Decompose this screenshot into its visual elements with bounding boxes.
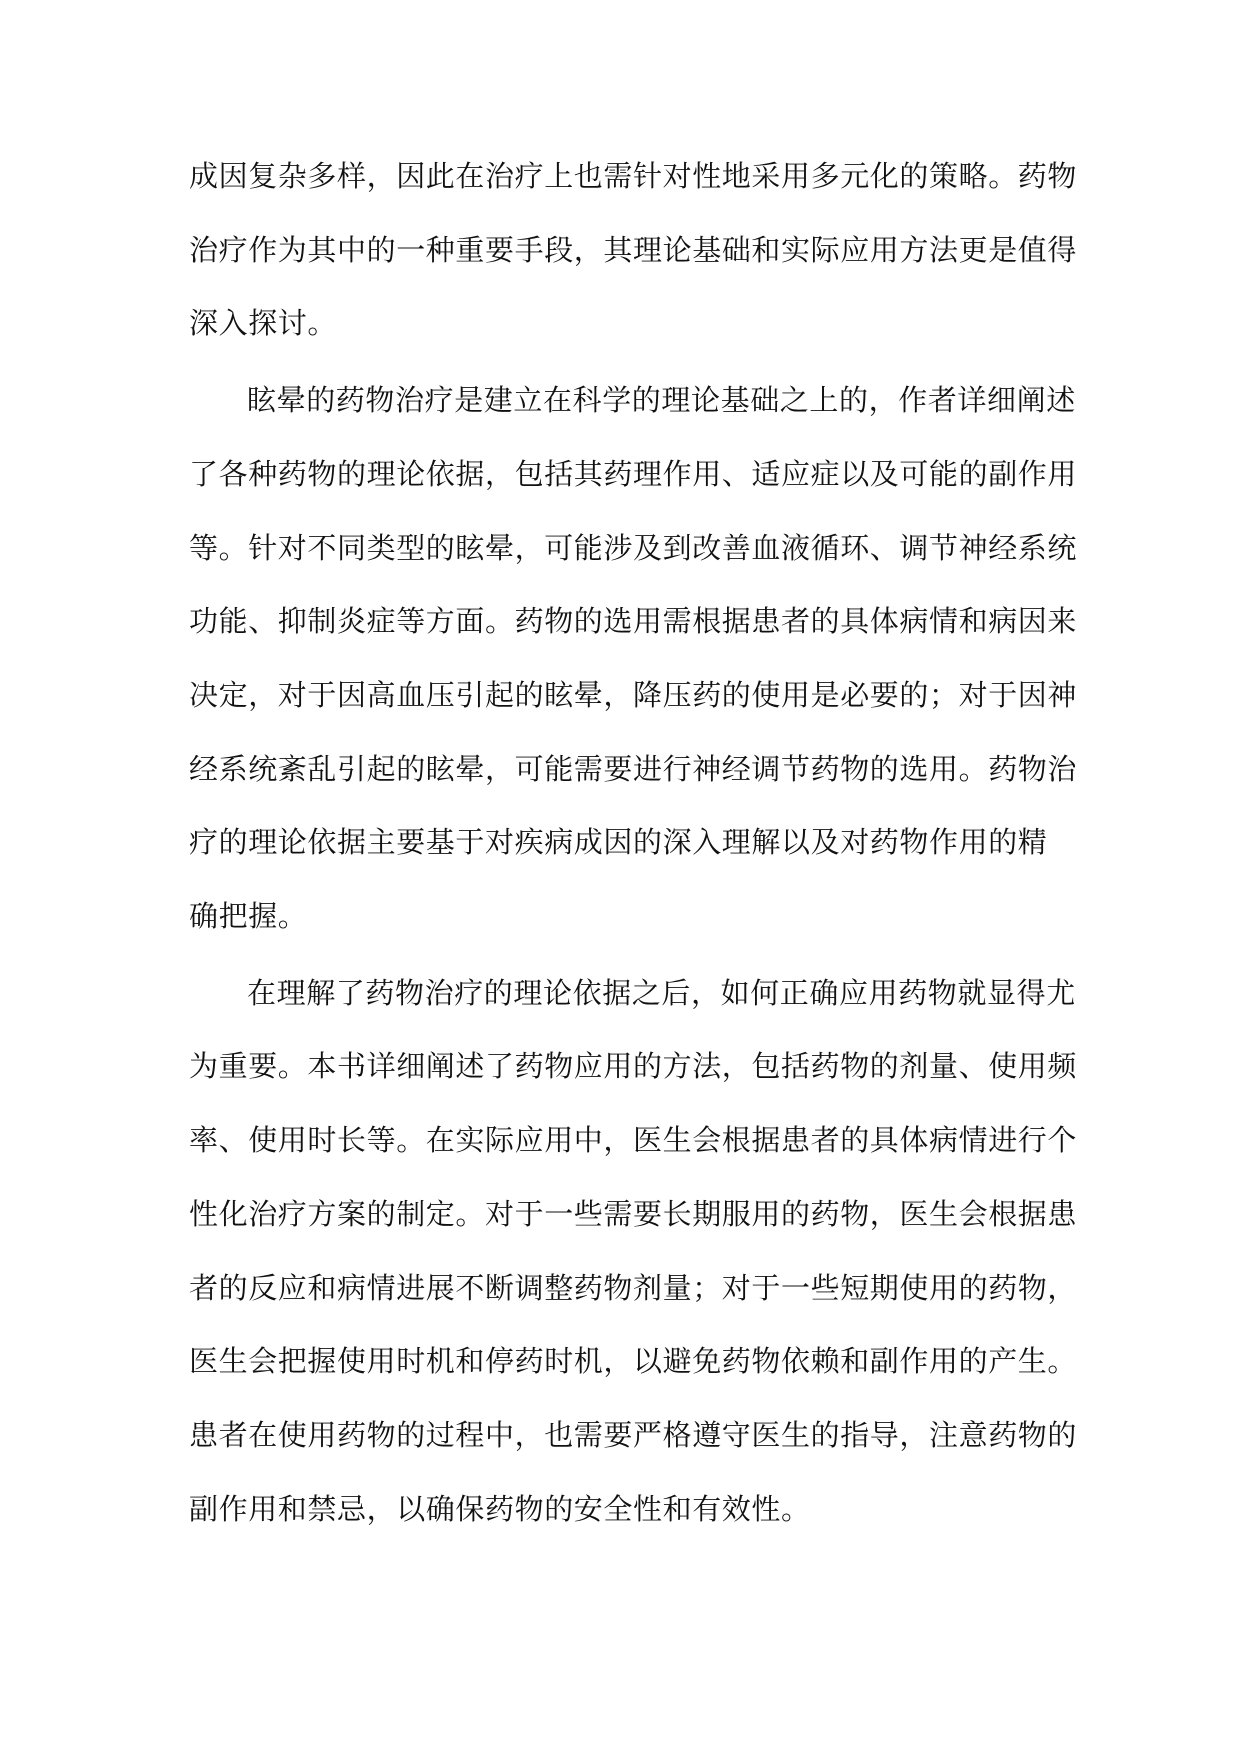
paragraph-line: 等。针对不同类型的眩晕，可能涉及到改善血液循环、调节神经系统 [189, 530, 1078, 565]
paragraph-line: 性化治疗方案的制定。对于一些需要长期服用的药物，医生会根据患 [189, 1196, 1078, 1231]
paragraph-line: 深入探讨。 [189, 306, 338, 341]
paragraph-line: 副作用和禁忌，以确保药物的安全性和有效性。 [189, 1491, 811, 1526]
paragraph-1 [189, 140, 1078, 361]
paragraph-line: 决定，对于因高血压引起的眩晕，降压药的使用是必要的；对于因神 [189, 677, 1078, 712]
paragraph-line: 医生会把握使用时机和停药时机，以避免药物依赖和副作用的产生。 [189, 1344, 1078, 1379]
paragraph-line: 在理解了药物治疗的理论依据之后，如何正确应用药物就显得尤 [247, 975, 1076, 1010]
paragraph-line: 眩晕的药物治疗是建立在科学的理论基础之上的，作者详细阐述 [247, 383, 1076, 418]
paragraph-line: 了各种药物的理论依据，包括其药理作用、适应症以及可能的副作用 [189, 456, 1078, 491]
paragraph-3 [189, 957, 1078, 1547]
paragraph-line: 疗的理论依据主要基于对疾病成因的深入理解以及对药物作用的精 [189, 825, 1048, 860]
paragraph-line: 患者在使用药物的过程中，也需要严格遵守医生的指导，注意药物的 [189, 1417, 1078, 1452]
paragraph-line: 者的反应和病情进展不断调整药物剂量；对于一些短期使用的药物， [189, 1270, 1078, 1305]
paragraph-line: 治疗作为其中的一种重要手段，其理论基础和实际应用方法更是值得 [189, 232, 1078, 267]
body-text [189, 140, 1078, 1546]
paragraph-line: 成因复杂多样，因此在治疗上也需针对性地采用多元化的策略。药物 [189, 159, 1078, 193]
paragraph-line: 功能、抑制炎症等方面。药物的选用需根据患者的具体病情和病因来 [189, 604, 1078, 639]
paragraph-line: 确把握。 [189, 899, 308, 934]
paragraph-2 [189, 364, 1078, 954]
paragraph-line: 率、使用时长等。在实际应用中，医生会根据患者的具体病情进行个 [189, 1123, 1078, 1158]
paragraph-line: 为重要。本书详细阐述了药物应用的方法，包括药物的剂量、使用频 [189, 1049, 1078, 1084]
paragraph-line: 经系统紊乱引起的眩晕，可能需要进行神经调节药物的选用。药物治 [189, 751, 1078, 786]
